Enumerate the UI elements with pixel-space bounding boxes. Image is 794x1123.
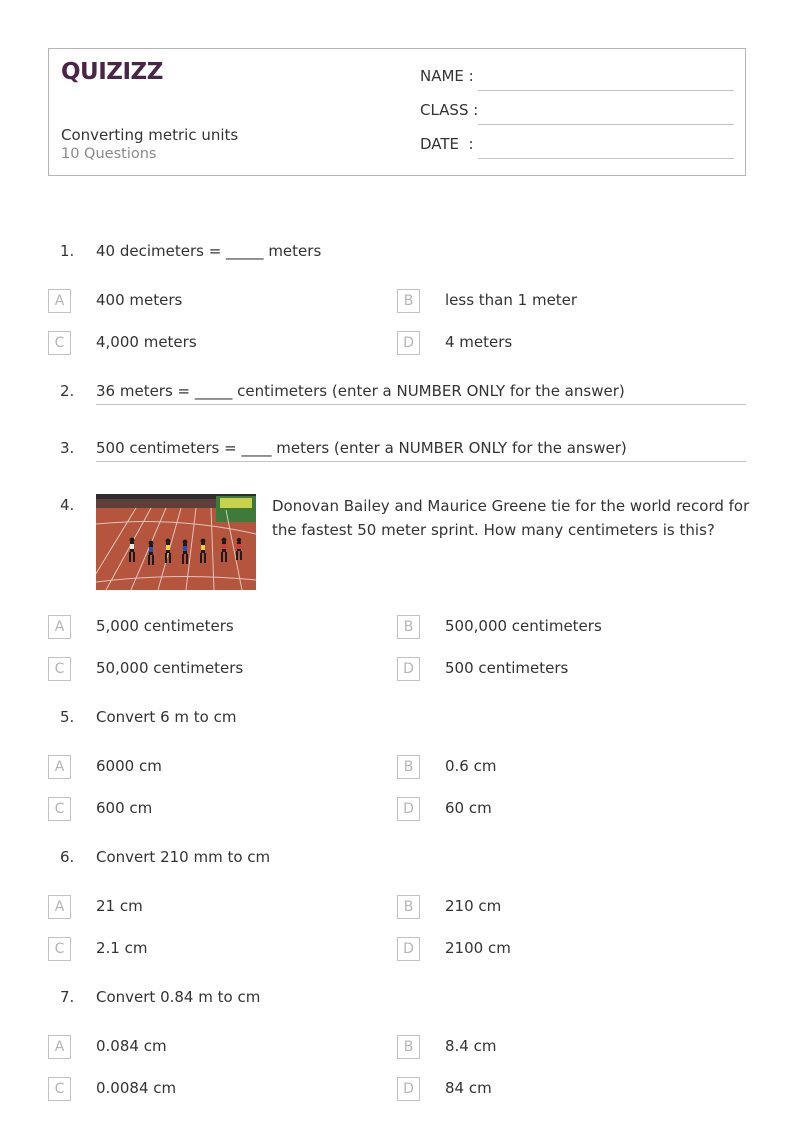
option-a[interactable] [48, 755, 388, 779]
option-letter-box[interactable]: A [48, 289, 71, 313]
question-number: 3. [60, 439, 75, 457]
option-letter-box[interactable]: D [397, 331, 420, 355]
option-letter-box[interactable]: C [48, 1077, 71, 1101]
option-a[interactable] [48, 289, 388, 313]
question-text: Convert 6 m to cm [96, 708, 237, 726]
option-text: 0.0084 cm [96, 1079, 177, 1097]
option-letter-box[interactable]: A [48, 1035, 71, 1059]
question-text: Convert 0.84 m to cm [96, 988, 261, 1006]
option-text: 2100 cm [445, 939, 511, 957]
option-d[interactable] [397, 331, 737, 355]
option-text: 6000 cm [96, 757, 162, 775]
class-field[interactable] [420, 101, 734, 125]
question-number: 2. [60, 382, 75, 400]
option-b[interactable] [397, 895, 737, 919]
date-label: DATE : [420, 135, 474, 153]
question-number: 4. [60, 496, 75, 514]
sprinters-photo [96, 494, 256, 590]
option-letter-box[interactable]: C [48, 331, 71, 355]
class-line[interactable] [478, 124, 734, 125]
option-text: less than 1 meter [445, 291, 578, 309]
option-letter-box[interactable]: B [397, 1035, 420, 1059]
option-text: 21 cm [96, 897, 143, 915]
option-letter-box[interactable]: D [397, 937, 420, 961]
question-text: Convert 210 mm to cm [96, 848, 271, 866]
quizizz-logo: QUIZIZZ [61, 59, 163, 85]
question-number: 5. [60, 708, 75, 726]
option-c[interactable] [48, 937, 388, 961]
option-text: 8.4 cm [445, 1037, 497, 1055]
option-text: 0.6 cm [445, 757, 497, 775]
option-d[interactable] [397, 797, 737, 821]
option-text: 2.1 cm [96, 939, 148, 957]
option-letter-box[interactable]: C [48, 797, 71, 821]
option-text: 500,000 centimeters [445, 617, 602, 635]
option-letter-box[interactable]: B [397, 615, 420, 639]
answer-line[interactable] [96, 461, 746, 462]
option-text: 4,000 meters [96, 333, 197, 351]
question-count: 10 Questions [61, 146, 157, 162]
option-text: 210 cm [445, 897, 502, 915]
option-letter-box[interactable]: B [397, 895, 420, 919]
option-text: 500 centimeters [445, 659, 569, 677]
option-b[interactable] [397, 615, 737, 639]
name-field[interactable] [420, 67, 734, 91]
name-label: NAME : [420, 67, 474, 85]
question-number: 6. [60, 848, 75, 866]
option-letter-box[interactable]: A [48, 895, 71, 919]
option-d[interactable] [397, 1077, 737, 1101]
answer-line[interactable] [96, 404, 746, 405]
option-c[interactable] [48, 331, 388, 355]
option-text: 0.084 cm [96, 1037, 167, 1055]
option-letter-box[interactable]: B [397, 289, 420, 313]
option-text: 50,000 centimeters [96, 659, 244, 677]
option-text: 600 cm [96, 799, 153, 817]
option-c[interactable] [48, 657, 388, 681]
question-number: 1. [60, 242, 75, 260]
option-text: 84 cm [445, 1079, 492, 1097]
option-a[interactable] [48, 1035, 388, 1059]
option-b[interactable] [397, 1035, 737, 1059]
name-line[interactable] [478, 90, 734, 91]
question-text: 40 decimeters = _____ meters [96, 242, 322, 260]
option-a[interactable] [48, 895, 388, 919]
worksheet-header [48, 48, 746, 176]
question-text: Donovan Bailey and Maurice Greene tie for the world record for the fastest 50 meter sprint. How many centimeters is this? [272, 497, 750, 539]
date-line[interactable] [478, 158, 734, 159]
option-letter-box[interactable]: A [48, 755, 71, 779]
date-field[interactable] [420, 135, 734, 159]
option-letter-box[interactable]: C [48, 937, 71, 961]
option-a[interactable] [48, 615, 388, 639]
option-letter-box[interactable]: C [48, 657, 71, 681]
option-letter-box[interactable]: D [397, 1077, 420, 1101]
option-text: 400 meters [96, 291, 183, 309]
option-text: 4 meters [445, 333, 513, 351]
option-d[interactable] [397, 937, 737, 961]
option-letter-box[interactable]: B [397, 755, 420, 779]
class-label: CLASS : [420, 101, 479, 119]
option-d[interactable] [397, 657, 737, 681]
option-c[interactable] [48, 797, 388, 821]
option-letter-box[interactable]: A [48, 615, 71, 639]
option-text: 5,000 centimeters [96, 617, 234, 635]
worksheet-title: Converting metric units [61, 126, 239, 144]
question-text: 500 centimeters = ____ meters (enter a NUMBER ONLY for the answer) [96, 439, 627, 457]
option-c[interactable] [48, 1077, 388, 1101]
option-b[interactable] [397, 755, 737, 779]
option-text: 60 cm [445, 799, 492, 817]
question-number: 7. [60, 988, 75, 1006]
option-b[interactable] [397, 289, 737, 313]
option-letter-box[interactable]: D [397, 797, 420, 821]
option-letter-box[interactable]: D [397, 657, 420, 681]
question-text: 36 meters = _____ centimeters (enter a NUMBER ONLY for the answer) [96, 382, 625, 400]
